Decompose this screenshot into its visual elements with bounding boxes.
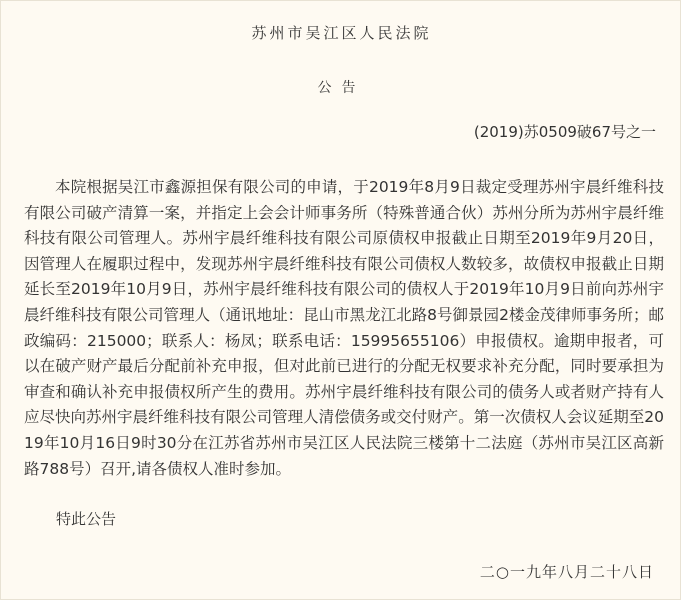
case-number: (2019)苏0509破67号之一	[473, 123, 656, 141]
court-name: 苏州市吴江区人民法院	[251, 24, 432, 42]
closing-remark: 特此公告	[56, 510, 117, 528]
issue-date: 二○一九年八月二十八日	[479, 563, 654, 581]
notice-body-paragraph: 本院根据吴江市鑫源担保有限公司的申请，于2019年8月9日裁定受理苏州宇晨纤维科技有限公司破产清算一案，并指定上会会计师事务所（特殊普通合伙）苏州分所为苏州宇晨纤维科技有限公司管理人。苏州宇晨纤维科技有限公司原债权申报截止日期至2019年9月20日，因管理人在履职过程中，发现苏州宇晨纤维科技有限公司债权人数较多，故债权申报截止日期延长至2019年10月9日，苏州宇晨纤维科技有限公司的债权人于2019年10月9日前向苏州宇晨纤维科技有限公司管理人（通讯地址：昆山市黑龙江北路8号御景园2楼金茂律师事务所；邮政编码：215000；联系人：杨凤；联系电话：15995655106）申报债权。逾期申报者，可以在破产财产最后分配前补充申报，但对此前已进行的分配无权要求补充分配，同时要承担为审查和确认补充申报债权所产生的费用。苏州宇晨纤维科技有限公司的债务人或者财产持有人应尽快向苏州宇晨纤维科技有限公司管理人清偿债务或交付财产。第一次债权人会议延期至2019年10月16日9时30分在江苏省苏州市吴江区人民法院三楼第十二法庭（苏州市吴江区高新路788号）召开,请各债权人准时参加。	[24, 178, 664, 478]
document-type-title: 公告	[317, 80, 366, 96]
